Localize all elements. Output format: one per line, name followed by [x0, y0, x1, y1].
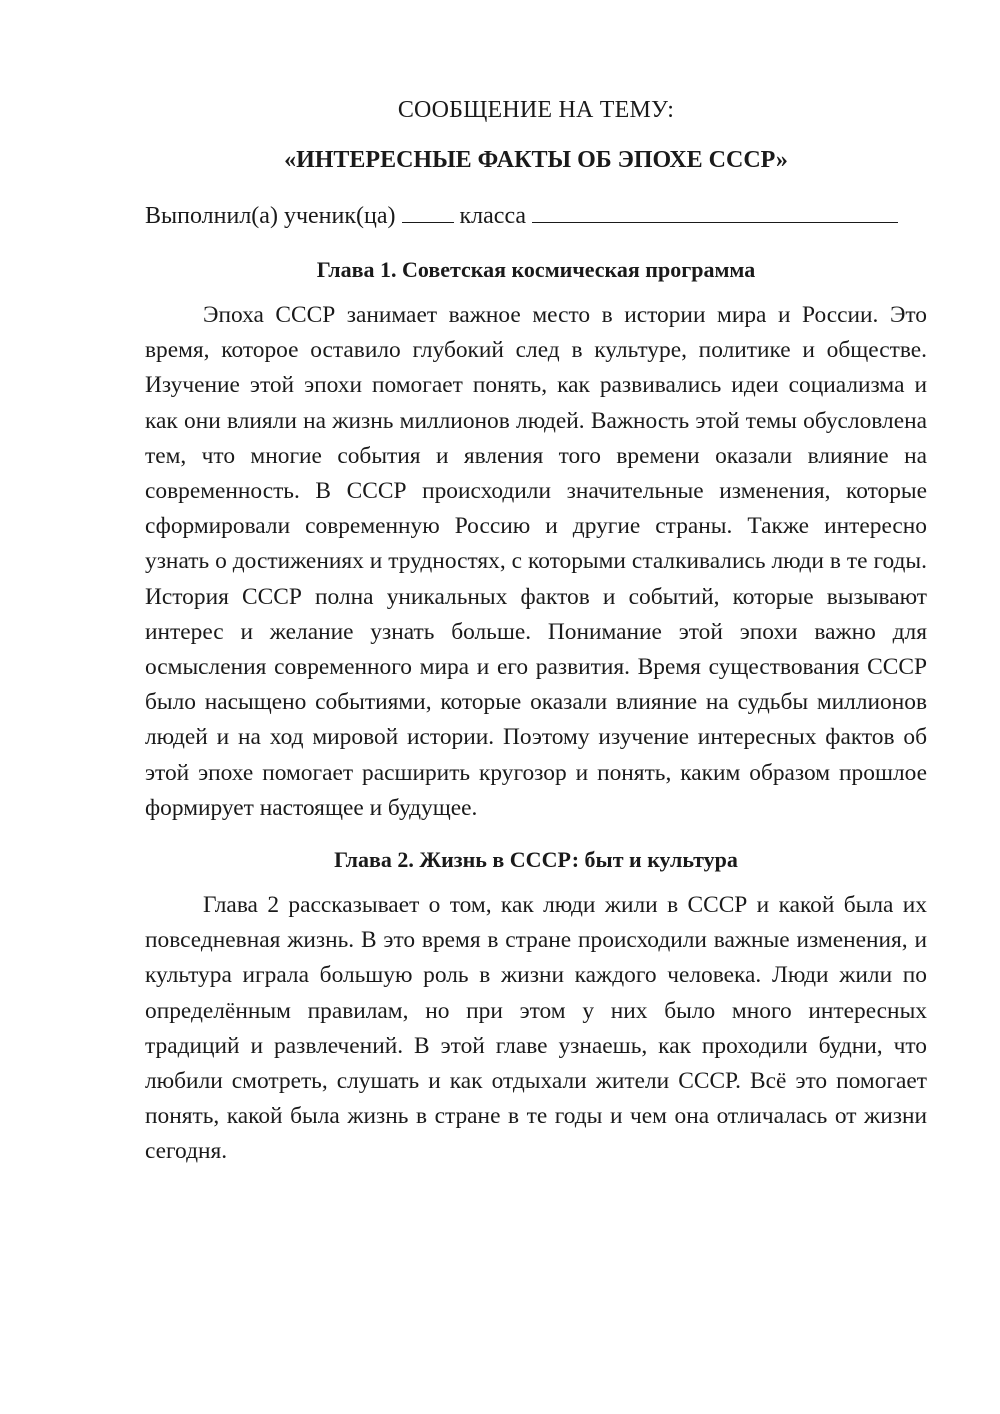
student-name-blank [532, 198, 898, 223]
class-number-blank [402, 198, 454, 223]
author-line [145, 198, 927, 234]
chapter-2-paragraph: Глава 2 рассказывает о том, как люди жили в СССР и какой была их повседневная жизнь. В это время в стране происходили важные изменения, и культура играла большую роль в жизни каждого человека. Люди жили по определённым правилам, но при этом у них было много интересных традиций и развлечений. В этой главе узнаешь, как проходили будни, что любили смотреть, слушать и как отдыхали жители СССР. Всё это помогает понять, какой была жизнь в стране в те годы и чем она отличалась от жизни сегодня. [145, 892, 927, 1165]
chapter-1-paragraph: Эпоха СССР занимает важное место в истории мира и России. Это время, которое оставило глубокий след в культуре, политике и обществе. Изучение этой эпохи помогает понять, как развивались идеи социализма и как они влияли на жизнь миллионов людей. Важность этой темы обусловлена тем, что многие события и явления того времени оказали влияние на современность. В СССР происходили значительные изменения, которые сформировали современную Россию и другие страны. Также интересно узнать о достижениях и трудностях, с которыми сталкивались люди в те годы. История СССР полна уникальных фактов и событий, которые вызывают интерес и желание узнать больше. Понимание этой эпохи важно для осмысления современного мира и его развития. Время существования СССР было насыщено событиями, которые оказали влияние на судьбы миллионов людей и на ход мировой истории. Поэтому изучение интересных фактов об этой эпохе помогает расширить кругозор и понять, каким образом прошлое формирует настоящее и будущее. [145, 302, 927, 821]
document-title: «ИНТЕРЕСНЫЕ ФАКТЫ ОБ ЭПОХЕ СССР» [284, 147, 788, 173]
document-page [145, 92, 927, 1170]
performed-by-label: Выполнил(а) ученик(ца) [145, 203, 396, 229]
class-word-label: класса [459, 203, 527, 229]
topic-line: СООБЩЕНИЕ НА ТЕМУ: [397, 97, 675, 123]
chapter-2-heading: Глава 2. Жизнь в СССР: быт и культура [334, 847, 738, 873]
chapter-1-heading: Глава 1. Советская космическая программа [316, 257, 756, 282]
